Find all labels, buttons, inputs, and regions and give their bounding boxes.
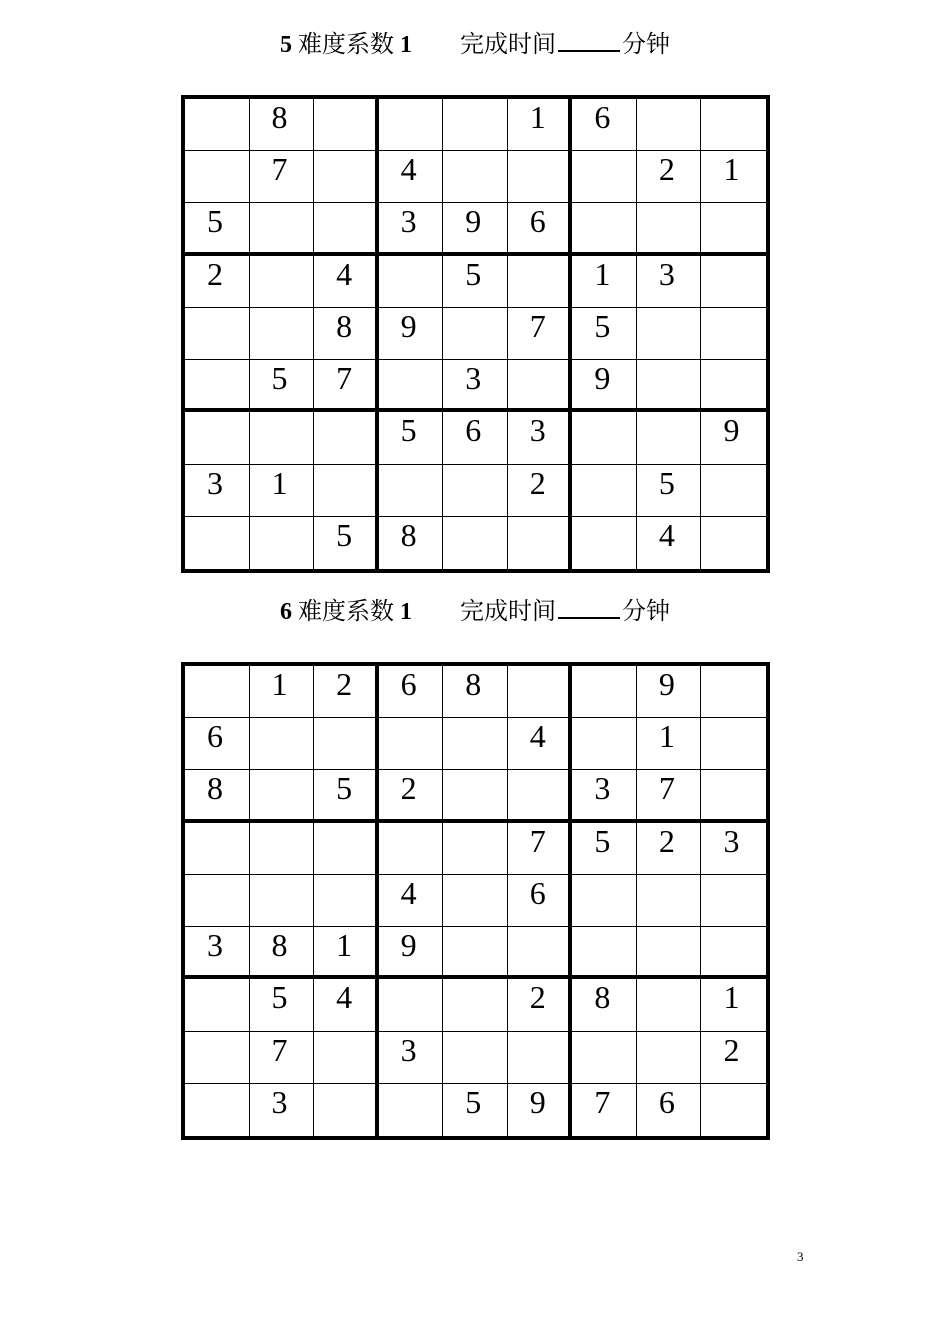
sudoku-cell[interactable] [572, 465, 637, 517]
sudoku-cell[interactable]: 1 [314, 927, 379, 979]
sudoku-grid-6 [181, 662, 770, 1140]
sudoku-cell[interactable] [379, 99, 444, 151]
sudoku-cell[interactable]: 5 [250, 979, 315, 1031]
time-blank [558, 595, 620, 619]
sudoku-cell[interactable]: 1 [701, 151, 766, 203]
sudoku-cell[interactable]: 4 [314, 979, 379, 1031]
puzzle-number: 5 [280, 32, 292, 58]
sudoku-cell[interactable] [250, 875, 315, 927]
sudoku-cell[interactable]: 8 [379, 517, 444, 569]
sudoku-cell[interactable] [379, 979, 444, 1031]
sudoku-cell[interactable]: 3 [443, 360, 508, 412]
time-label: 完成时间 [460, 32, 556, 58]
sudoku-cell[interactable] [572, 412, 637, 464]
sudoku-cell[interactable] [379, 256, 444, 308]
sudoku-cell[interactable] [701, 256, 766, 308]
sudoku-cell[interactable] [314, 203, 379, 255]
sudoku-cell[interactable]: 8 [314, 308, 379, 360]
sudoku-cell[interactable] [314, 1084, 379, 1136]
sudoku-cell[interactable] [185, 1084, 250, 1136]
sudoku-cell[interactable] [379, 1084, 444, 1136]
sudoku-cell[interactable] [185, 666, 250, 718]
sudoku-cell[interactable]: 4 [379, 875, 444, 927]
sudoku-cell[interactable] [443, 308, 508, 360]
sudoku-cell[interactable] [443, 718, 508, 770]
sudoku-cell[interactable] [508, 360, 573, 412]
sudoku-cell[interactable]: 5 [379, 412, 444, 464]
sudoku-cell[interactable] [314, 1032, 379, 1084]
sudoku-cell[interactable] [508, 927, 573, 979]
sudoku-cell[interactable]: 7 [250, 151, 315, 203]
sudoku-cell[interactable] [379, 360, 444, 412]
sudoku-cell[interactable]: 7 [314, 360, 379, 412]
sudoku-cell[interactable] [701, 718, 766, 770]
sudoku-cell[interactable]: 8 [250, 99, 315, 151]
sudoku-cell[interactable]: 5 [572, 308, 637, 360]
sudoku-cell[interactable]: 5 [443, 1084, 508, 1136]
puzzle-title-5 [0, 28, 950, 60]
sudoku-cell[interactable] [185, 151, 250, 203]
sudoku-cell[interactable] [250, 823, 315, 875]
sudoku-cell[interactable] [443, 927, 508, 979]
sudoku-cell[interactable] [443, 979, 508, 1031]
sudoku-cell[interactable] [185, 99, 250, 151]
sudoku-cell[interactable] [314, 465, 379, 517]
sudoku-cell[interactable]: 2 [508, 465, 573, 517]
difficulty-label: 难度系数 [298, 32, 394, 58]
sudoku-cell[interactable] [508, 1032, 573, 1084]
sudoku-cell[interactable] [250, 517, 315, 569]
sudoku-cell[interactable]: 3 [701, 823, 766, 875]
sudoku-cell[interactable]: 9 [379, 308, 444, 360]
sudoku-cell[interactable]: 8 [185, 770, 250, 822]
sudoku-cell[interactable]: 9 [379, 927, 444, 979]
sudoku-cell[interactable] [185, 1032, 250, 1084]
sudoku-cell[interactable] [572, 666, 637, 718]
sudoku-cell[interactable]: 1 [701, 979, 766, 1031]
sudoku-cell[interactable] [572, 203, 637, 255]
sudoku-cell[interactable] [701, 360, 766, 412]
sudoku-cell[interactable]: 1 [508, 99, 573, 151]
sudoku-cell[interactable]: 6 [443, 412, 508, 464]
sudoku-cell[interactable]: 5 [443, 256, 508, 308]
time-unit: 分钟 [622, 599, 670, 625]
sudoku-cell[interactable] [508, 256, 573, 308]
sudoku-cell[interactable] [637, 99, 702, 151]
sudoku-cell[interactable] [701, 99, 766, 151]
sudoku-cell[interactable] [508, 666, 573, 718]
sudoku-cell[interactable] [185, 517, 250, 569]
sudoku-cell[interactable]: 6 [379, 666, 444, 718]
sudoku-cell[interactable] [314, 875, 379, 927]
sudoku-cell[interactable]: 6 [508, 203, 573, 255]
sudoku-cell[interactable]: 8 [572, 979, 637, 1031]
sudoku-cell[interactable]: 9 [572, 360, 637, 412]
sudoku-cell[interactable]: 3 [508, 412, 573, 464]
sudoku-cell[interactable] [185, 412, 250, 464]
sudoku-cell[interactable]: 2 [314, 666, 379, 718]
sudoku-cell[interactable] [443, 823, 508, 875]
sudoku-cell[interactable] [637, 203, 702, 255]
sudoku-cell[interactable] [314, 412, 379, 464]
sudoku-cell[interactable]: 9 [443, 203, 508, 255]
sudoku-cell[interactable] [443, 875, 508, 927]
sudoku-cell[interactable] [572, 718, 637, 770]
time-label: 完成时间 [460, 599, 556, 625]
sudoku-cell[interactable]: 6 [185, 718, 250, 770]
sudoku-cell[interactable] [443, 99, 508, 151]
sudoku-cell[interactable]: 1 [250, 666, 315, 718]
sudoku-cell[interactable]: 4 [379, 151, 444, 203]
sudoku-cell[interactable] [314, 718, 379, 770]
sudoku-cell[interactable]: 3 [379, 203, 444, 255]
sudoku-cell[interactable]: 4 [637, 517, 702, 569]
sudoku-cell[interactable] [701, 517, 766, 569]
sudoku-cell[interactable] [637, 979, 702, 1031]
sudoku-cell[interactable] [314, 151, 379, 203]
sudoku-cell[interactable]: 1 [250, 465, 315, 517]
sudoku-cell[interactable] [508, 517, 573, 569]
sudoku-cell[interactable]: 2 [637, 151, 702, 203]
sudoku-cell[interactable] [250, 770, 315, 822]
sudoku-cell[interactable]: 2 [701, 1032, 766, 1084]
sudoku-cell[interactable]: 5 [314, 517, 379, 569]
sudoku-cell[interactable]: 3 [250, 1084, 315, 1136]
sudoku-cell[interactable]: 9 [637, 666, 702, 718]
sudoku-cell[interactable] [443, 1032, 508, 1084]
sudoku-cell[interactable] [572, 517, 637, 569]
sudoku-cell[interactable]: 7 [637, 770, 702, 822]
sudoku-cell[interactable] [185, 823, 250, 875]
sudoku-cell[interactable]: 5 [572, 823, 637, 875]
sudoku-cell[interactable] [701, 203, 766, 255]
sudoku-cell[interactable]: 2 [185, 256, 250, 308]
sudoku-cell[interactable] [443, 770, 508, 822]
sudoku-cell[interactable]: 5 [314, 770, 379, 822]
sudoku-cell[interactable] [443, 517, 508, 569]
sudoku-cell[interactable] [637, 360, 702, 412]
sudoku-cell[interactable]: 1 [572, 256, 637, 308]
sudoku-cell[interactable] [379, 823, 444, 875]
sudoku-cell[interactable]: 3 [185, 927, 250, 979]
sudoku-cell[interactable] [185, 308, 250, 360]
sudoku-cell[interactable] [443, 151, 508, 203]
sudoku-cell[interactable]: 1 [637, 718, 702, 770]
sudoku-cell[interactable]: 4 [508, 718, 573, 770]
sudoku-cell[interactable]: 7 [508, 308, 573, 360]
page-number: 3 [797, 1249, 804, 1264]
sudoku-cell[interactable] [185, 875, 250, 927]
sudoku-cell[interactable]: 4 [314, 256, 379, 308]
sudoku-cell[interactable]: 7 [508, 823, 573, 875]
sudoku-cell[interactable] [637, 927, 702, 979]
sudoku-cell[interactable] [250, 256, 315, 308]
sudoku-cell[interactable] [508, 770, 573, 822]
sudoku-cell[interactable]: 6 [508, 875, 573, 927]
sudoku-cell[interactable] [701, 465, 766, 517]
sudoku-cell[interactable] [250, 203, 315, 255]
sudoku-cell[interactable] [701, 666, 766, 718]
sudoku-cell[interactable] [379, 718, 444, 770]
sudoku-cell[interactable] [379, 465, 444, 517]
sudoku-cell[interactable] [314, 823, 379, 875]
difficulty-value: 1 [400, 599, 412, 625]
sudoku-cell[interactable]: 9 [701, 412, 766, 464]
sudoku-cell[interactable]: 9 [508, 1084, 573, 1136]
sudoku-cell[interactable] [637, 875, 702, 927]
sudoku-cell[interactable] [572, 1032, 637, 1084]
sudoku-cell[interactable]: 3 [637, 256, 702, 308]
sudoku-cell[interactable]: 6 [637, 1084, 702, 1136]
sudoku-cell[interactable]: 7 [572, 1084, 637, 1136]
sudoku-cell[interactable]: 7 [250, 1032, 315, 1084]
sudoku-cell[interactable] [701, 875, 766, 927]
sudoku-cell[interactable]: 5 [185, 203, 250, 255]
sudoku-cell[interactable] [250, 308, 315, 360]
sudoku-cell[interactable]: 3 [185, 465, 250, 517]
sudoku-grid-5 [181, 95, 770, 573]
sudoku-cell[interactable] [637, 1032, 702, 1084]
sudoku-cell[interactable] [185, 360, 250, 412]
sudoku-cell[interactable]: 5 [637, 465, 702, 517]
sudoku-cell[interactable] [572, 875, 637, 927]
sudoku-cell[interactable]: 6 [572, 99, 637, 151]
sudoku-cell[interactable]: 2 [379, 770, 444, 822]
sudoku-cell[interactable]: 8 [443, 666, 508, 718]
sudoku-cell[interactable] [572, 151, 637, 203]
difficulty-label: 难度系数 [298, 599, 394, 625]
sudoku-cell[interactable] [508, 151, 573, 203]
sudoku-cell[interactable] [250, 718, 315, 770]
sudoku-cell[interactable] [701, 927, 766, 979]
sudoku-cell[interactable] [701, 1084, 766, 1136]
sudoku-cell[interactable]: 3 [379, 1032, 444, 1084]
sudoku-cell[interactable]: 5 [250, 360, 315, 412]
sudoku-cell[interactable] [443, 465, 508, 517]
sudoku-cell[interactable] [637, 308, 702, 360]
sudoku-cell[interactable] [637, 412, 702, 464]
time-blank [558, 28, 620, 52]
sudoku-cell[interactable] [701, 770, 766, 822]
puzzle-title-6 [0, 595, 950, 627]
sudoku-cell[interactable]: 8 [250, 927, 315, 979]
sudoku-cell[interactable]: 3 [572, 770, 637, 822]
sudoku-cell[interactable] [572, 927, 637, 979]
sudoku-cell[interactable]: 2 [508, 979, 573, 1031]
sudoku-cell[interactable]: 2 [637, 823, 702, 875]
sudoku-cell[interactable] [701, 308, 766, 360]
sudoku-cell[interactable] [250, 412, 315, 464]
sudoku-cell[interactable] [314, 99, 379, 151]
puzzle-number: 6 [280, 599, 292, 625]
time-unit: 分钟 [622, 32, 670, 58]
sudoku-cell[interactable] [185, 979, 250, 1031]
difficulty-value: 1 [400, 32, 412, 58]
